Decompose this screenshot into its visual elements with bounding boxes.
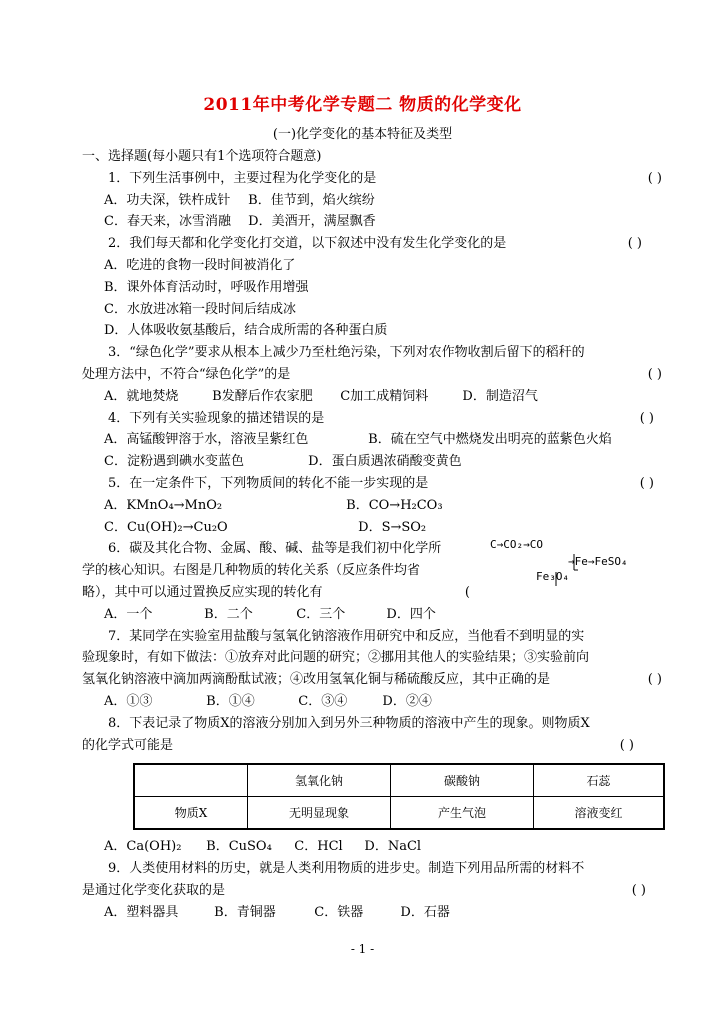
question-4-options-ab bbox=[82, 429, 662, 451]
q4-text: 4．下列有关实验现象的描述错误的是 bbox=[108, 410, 325, 426]
question-3-stem2 bbox=[82, 364, 662, 386]
page-title: 2011年中考化学专题二 物质的化学变化 bbox=[203, 95, 522, 115]
q8-option-d: D．NaCl bbox=[364, 839, 422, 855]
q8-option-c: C．HCl bbox=[294, 839, 343, 855]
q3-stem-line2: 处理方法中，不符合“绿色化学”的是 bbox=[82, 366, 291, 382]
question-5-options-cd bbox=[82, 517, 662, 539]
q7-option-b: B．①④ bbox=[206, 693, 255, 709]
page-number: - 1 - bbox=[350, 942, 375, 956]
q3-option-b: B发酵后作农家肥 bbox=[212, 388, 313, 404]
q2-option-a: A．吃进的食物一段时间被消化了 bbox=[104, 257, 296, 273]
q7-option-a: A．①③ bbox=[104, 693, 153, 709]
q6-stem-line3: 略），其中可以通过置换反应实现的转化有 bbox=[82, 584, 323, 600]
q6-stem-line2: 学的核心知识。右图是几种物质的转化关系（反应条件均省 bbox=[82, 563, 421, 579]
q9-answer-blank: ( ) bbox=[631, 882, 646, 898]
q2-option-b: B．课外体育活动时，呼吸作用增强 bbox=[104, 279, 309, 295]
q8-stem-line2: 的化学式可能是 bbox=[82, 737, 174, 753]
table-row bbox=[134, 797, 664, 830]
q1-option-a: A．功夫深，铁杵成针 bbox=[104, 192, 231, 208]
q6-stem-line1: 6．碳及其化合物、金属、酸、碱、盐等是我们初中化学所 bbox=[108, 541, 442, 557]
q6-option-c: C．三个 bbox=[296, 606, 346, 622]
table-cell: 无明显现象 bbox=[248, 797, 391, 830]
question-2-stem bbox=[82, 233, 662, 255]
question-1-options-cd bbox=[82, 211, 662, 233]
q8-option-a: A．Ca(OH)₂ bbox=[104, 839, 182, 855]
table-header-cell: 氢氧化钠 bbox=[248, 764, 391, 797]
question-8-stem2 bbox=[82, 735, 662, 757]
diagram-arrows bbox=[490, 544, 660, 594]
diagram-middle-row: →Fe→FeSO₄ bbox=[568, 555, 628, 568]
q8-answer-blank: ( ) bbox=[619, 737, 634, 753]
q5-option-d: D．S→SO₂ bbox=[358, 519, 427, 535]
q4-option-d: D．蛋白质遇浓硝酸变黄色 bbox=[308, 454, 462, 470]
q9-stem-line2: 是通过化学变化获取的是 bbox=[82, 882, 226, 898]
q7-stem-line1: 7．某同学在实验室用盐酸与氢氧化钠溶液作用研究中和反应，当他看不到明显的实 bbox=[108, 628, 585, 644]
q2-text: 2．我们每天都和化学变化打交道，以下叙述中没有发生化学变化的是 bbox=[108, 236, 507, 252]
q1-answer-blank: ( ) bbox=[647, 170, 662, 186]
question-4-stem bbox=[82, 408, 662, 430]
question-4-options-cd bbox=[82, 451, 662, 473]
q6-option-a: A．一个 bbox=[104, 606, 153, 622]
q4-option-b: B．硫在空气中燃烧发出明亮的蓝紫色火焰 bbox=[368, 432, 612, 448]
q1-text: 1．下列生活事例中，主要过程为化学变化的是 bbox=[108, 170, 377, 186]
table-header-cell bbox=[134, 764, 248, 797]
question-1-options-ab bbox=[82, 190, 662, 212]
page-subtitle: (一)化学变化的基本特征及类型 bbox=[272, 127, 453, 142]
table-cell: 溶液变红 bbox=[534, 797, 665, 830]
q6-option-d: D．四个 bbox=[386, 606, 436, 622]
q1-option-d: D．美酒开，满屋飘香 bbox=[248, 214, 376, 230]
q3-answer-blank: ( ) bbox=[647, 366, 662, 382]
section-heading: 一、选择题(每小题只有1个选项符合题意) bbox=[82, 149, 322, 164]
q3-option-a: A．就地焚烧 bbox=[104, 388, 179, 404]
diagram-bottom-row: Fe₃O₄ bbox=[536, 570, 570, 583]
q9-option-a: A．塑料器具 bbox=[104, 904, 179, 920]
question-9-stem2 bbox=[82, 880, 662, 902]
table-cell: 物质X bbox=[134, 797, 248, 830]
question-9-options bbox=[82, 902, 662, 924]
q5-text: 5．在一定条件下，下列物质间的转化不能一步实现的是 bbox=[108, 475, 429, 491]
q3-option-d: D．制造沼气 bbox=[462, 388, 538, 404]
q5-answer-blank: ( ) bbox=[639, 475, 654, 491]
question-5-stem bbox=[82, 473, 662, 495]
table-header-row bbox=[134, 764, 664, 797]
question-7-stem3 bbox=[82, 669, 662, 691]
q6-answer-blank: ( bbox=[464, 584, 470, 600]
table-header-cell: 碳酸钠 bbox=[391, 764, 534, 797]
conversion-diagram bbox=[490, 538, 660, 583]
q7-answer-blank: ( ) bbox=[647, 672, 662, 688]
diagram-top-row: C→CO₂→CO bbox=[490, 538, 543, 551]
table-header-cell: 石蕊 bbox=[534, 764, 665, 797]
q2-answer-blank: ( ) bbox=[627, 236, 642, 252]
question-7-options bbox=[82, 691, 662, 713]
question-1-stem bbox=[82, 168, 662, 190]
q2-option-c: C．水放进冰箱一段时间后结成冰 bbox=[104, 301, 296, 317]
question-8-options bbox=[82, 836, 662, 858]
q1-option-b: B．佳节到，焰火缤纷 bbox=[248, 192, 375, 208]
q6-option-b: B．二个 bbox=[204, 606, 253, 622]
q3-stem-line1: 3．“绿色化学”要求从根本上减少乃至杜绝污染，下列对农作物收割后留下的稻秆的 bbox=[108, 345, 585, 361]
q8-stem-line1: 8．下表记录了物质X的溶液分别加入到另外三种物质的溶液中产生的现象。则物质X bbox=[108, 715, 590, 731]
q4-answer-blank: ( ) bbox=[639, 410, 654, 426]
question-3-options bbox=[82, 386, 662, 408]
question-6-options bbox=[82, 604, 662, 626]
q5-option-a: A．KMnO₄→MnO₂ bbox=[104, 497, 223, 513]
q5-option-c: C．Cu(OH)₂→Cu₂O bbox=[104, 519, 228, 535]
q7-stem-line2: 验现象时，有如下做法：①放弃对此问题的研究；②挪用其他人的实验结果；③实验前向 bbox=[82, 650, 590, 666]
q7-stem-line3: 氢氧化钠溶液中滴加两滴酚酞试液；④改用氢氧化铜与稀硫酸反应，其中正确的是 bbox=[82, 672, 551, 688]
q7-option-c: C．③④ bbox=[298, 693, 348, 709]
q4-option-a: A．高锰酸钾溶于水，溶液呈紫红色 bbox=[104, 432, 309, 448]
q2-option-d: D．人体吸收氨基酸后，结合成所需的各种蛋白质 bbox=[104, 323, 388, 339]
q8-option-b: B．CuSO₄ bbox=[206, 839, 272, 855]
q9-option-c: C．铁器 bbox=[314, 904, 364, 920]
q3-option-c: C加工成精饲料 bbox=[340, 388, 429, 404]
q9-option-d: D．石器 bbox=[400, 904, 450, 920]
table-cell: 产生气泡 bbox=[391, 797, 534, 830]
reaction-table bbox=[133, 763, 665, 830]
q4-option-c: C．淀粉遇到碘水变蓝色 bbox=[104, 454, 244, 470]
q7-option-d: D．②④ bbox=[382, 693, 432, 709]
question-5-options-ab bbox=[82, 495, 662, 517]
q1-option-c: C．春天来，冰雪消融 bbox=[104, 214, 231, 230]
q9-option-b: B．青铜器 bbox=[214, 904, 276, 920]
q5-option-b: B．CO→H₂CO₃ bbox=[346, 497, 443, 513]
q9-stem-line1: 9．人类使用材料的历史，就是人类利用物质的进步史。制造下列用品所需的材料不 bbox=[108, 861, 585, 877]
